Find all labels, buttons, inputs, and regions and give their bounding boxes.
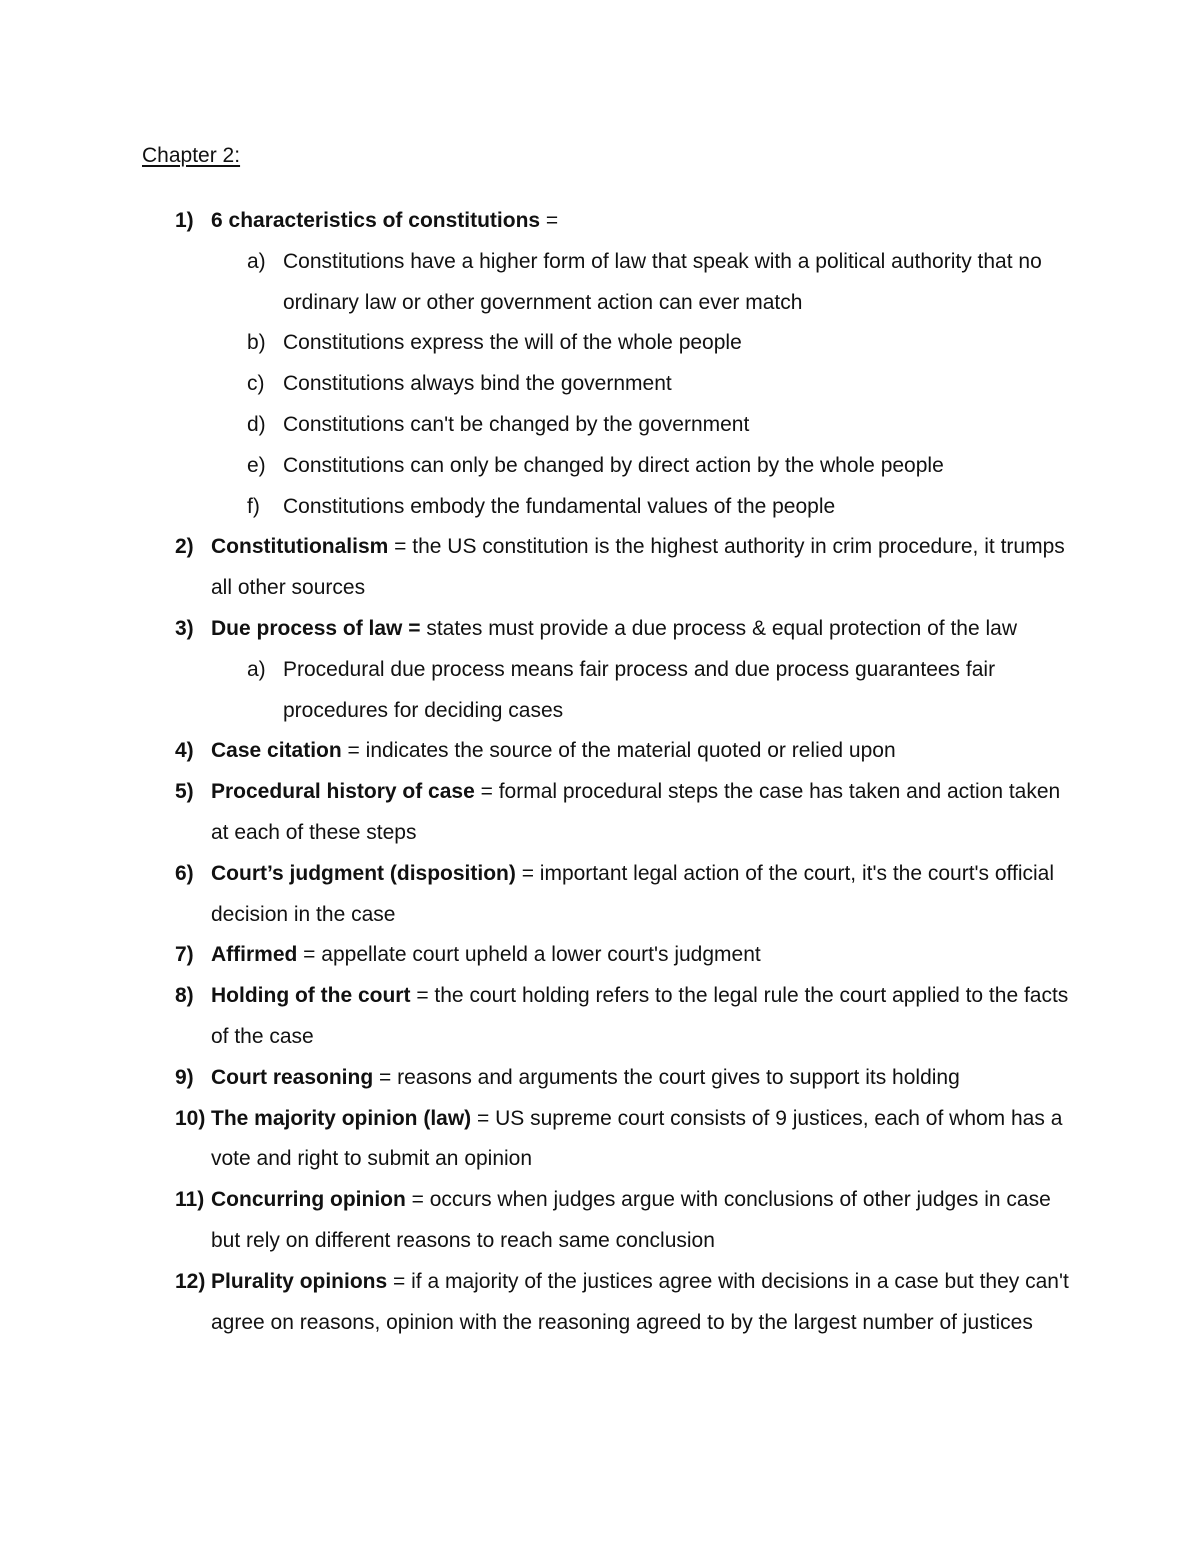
item-definition: = if a majority of the justices agree with decisions in a case but they can't agree on reasons, opinion with the reasoning agreed to by the largest number of justices xyxy=(211,1269,1069,1334)
item-number: 7) xyxy=(175,943,194,967)
item-term: Holding of the court xyxy=(211,984,411,1008)
list-item xyxy=(0,1262,1200,1344)
sub-item-letter: b) xyxy=(247,331,266,355)
item-definition: = US supreme court consists of 9 justices, each of whom has a vote and right to submit an opinion xyxy=(211,1106,1063,1171)
item-number: 10) xyxy=(175,1106,206,1130)
item-number: 12) xyxy=(175,1269,206,1293)
item-term: Due process of law = xyxy=(211,616,421,640)
list-item xyxy=(0,1099,1200,1181)
item-number: 8) xyxy=(175,984,194,1008)
list-item xyxy=(0,1180,1200,1262)
item-definition: states must provide a due process & equal protection of the law xyxy=(420,616,1018,640)
sub-list xyxy=(211,650,1080,732)
item-number: 11) xyxy=(175,1188,205,1212)
item-definition: = the US constitution is the highest authority in crim procedure, it trumps all other sources xyxy=(211,535,1065,600)
sub-item-letter: e) xyxy=(247,453,266,477)
sub-item-letter: d) xyxy=(247,412,266,436)
item-term: Procedural history of case xyxy=(211,780,475,804)
list-item xyxy=(0,772,1200,854)
item-term: Court reasoning xyxy=(211,1065,374,1089)
item-number: 1) xyxy=(175,209,194,232)
item-term: Case citation xyxy=(211,739,342,763)
list-item xyxy=(0,201,1200,527)
item-definition: = xyxy=(540,209,559,232)
sub-item-text: Constitutions have a higher form of law that speak with a political authority that no ordinary law or other government action can ever match xyxy=(283,249,1042,314)
sub-item-text: Constitutions embody the fundamental values of the people xyxy=(283,494,836,518)
item-number: 3) xyxy=(175,616,194,640)
sub-item-text: Constitutions can't be changed by the government xyxy=(283,412,750,436)
item-number: 2) xyxy=(175,535,194,559)
item-number: 9) xyxy=(175,1065,194,1089)
list-item xyxy=(0,731,1200,772)
sub-item-text: Constitutions always bind the government xyxy=(283,372,672,396)
chapter-title: Chapter 2: xyxy=(142,144,241,167)
sub-list xyxy=(211,242,1080,528)
item-term: 6 characteristics of constitutions xyxy=(211,209,541,232)
sub-item-text: Procedural due process means fair process and due process guarantees fair procedures for deciding cases xyxy=(283,657,996,722)
item-term: Affirmed xyxy=(211,943,298,967)
item-definition: = formal procedural steps the case has taken and action taken at each of these steps xyxy=(211,780,1061,844)
list-item xyxy=(0,854,1200,936)
item-term: Court’s judgment (disposition) xyxy=(211,861,516,885)
item-definition: = the court holding refers to the legal rule the court applied to the facts of the case xyxy=(211,984,1069,1048)
list-item xyxy=(0,935,1200,976)
sub-item-letter: a) xyxy=(247,249,266,273)
list-item xyxy=(0,609,1200,731)
sub-item-letter: f) xyxy=(247,494,260,518)
item-number: 6) xyxy=(175,861,194,885)
sub-list-item xyxy=(0,323,1080,364)
sub-list-item xyxy=(0,242,1080,324)
sub-item-text: Constitutions can only be changed by direct action by the whole people xyxy=(283,453,944,477)
item-term: The majority opinion (law) xyxy=(211,1106,472,1130)
item-term: Plurality opinions xyxy=(211,1269,388,1293)
item-definition: = appellate court upheld a lower court's judgment xyxy=(297,943,761,967)
sub-item-letter: a) xyxy=(247,657,266,681)
item-definition: = indicates the source of the material quoted or relied upon xyxy=(341,739,896,763)
sub-item-text: Constitutions express the will of the whole people xyxy=(283,331,742,355)
sub-list-item xyxy=(0,405,1080,446)
definitions-list xyxy=(0,201,1200,1343)
item-definition: = occurs when judges argue with conclusions of other judges in case but rely on different reasons to reach same conclusion xyxy=(211,1188,1051,1252)
sub-list-item xyxy=(0,487,1080,528)
item-definition: = reasons and arguments the court gives to support its holding xyxy=(373,1065,960,1089)
sub-item-letter: c) xyxy=(247,372,265,396)
item-definition: = important legal action of the court, it's the court's official decision in the case xyxy=(211,861,1055,926)
item-number: 5) xyxy=(175,780,194,804)
sub-list-item xyxy=(0,364,1080,405)
sub-list-item xyxy=(0,446,1080,487)
list-item xyxy=(0,527,1200,609)
list-item xyxy=(0,976,1200,1058)
item-term: Constitutionalism xyxy=(211,535,389,559)
item-number: 4) xyxy=(175,739,194,763)
sub-list-item xyxy=(0,650,1080,732)
item-term: Concurring opinion xyxy=(211,1188,406,1212)
list-item xyxy=(0,1058,1200,1099)
